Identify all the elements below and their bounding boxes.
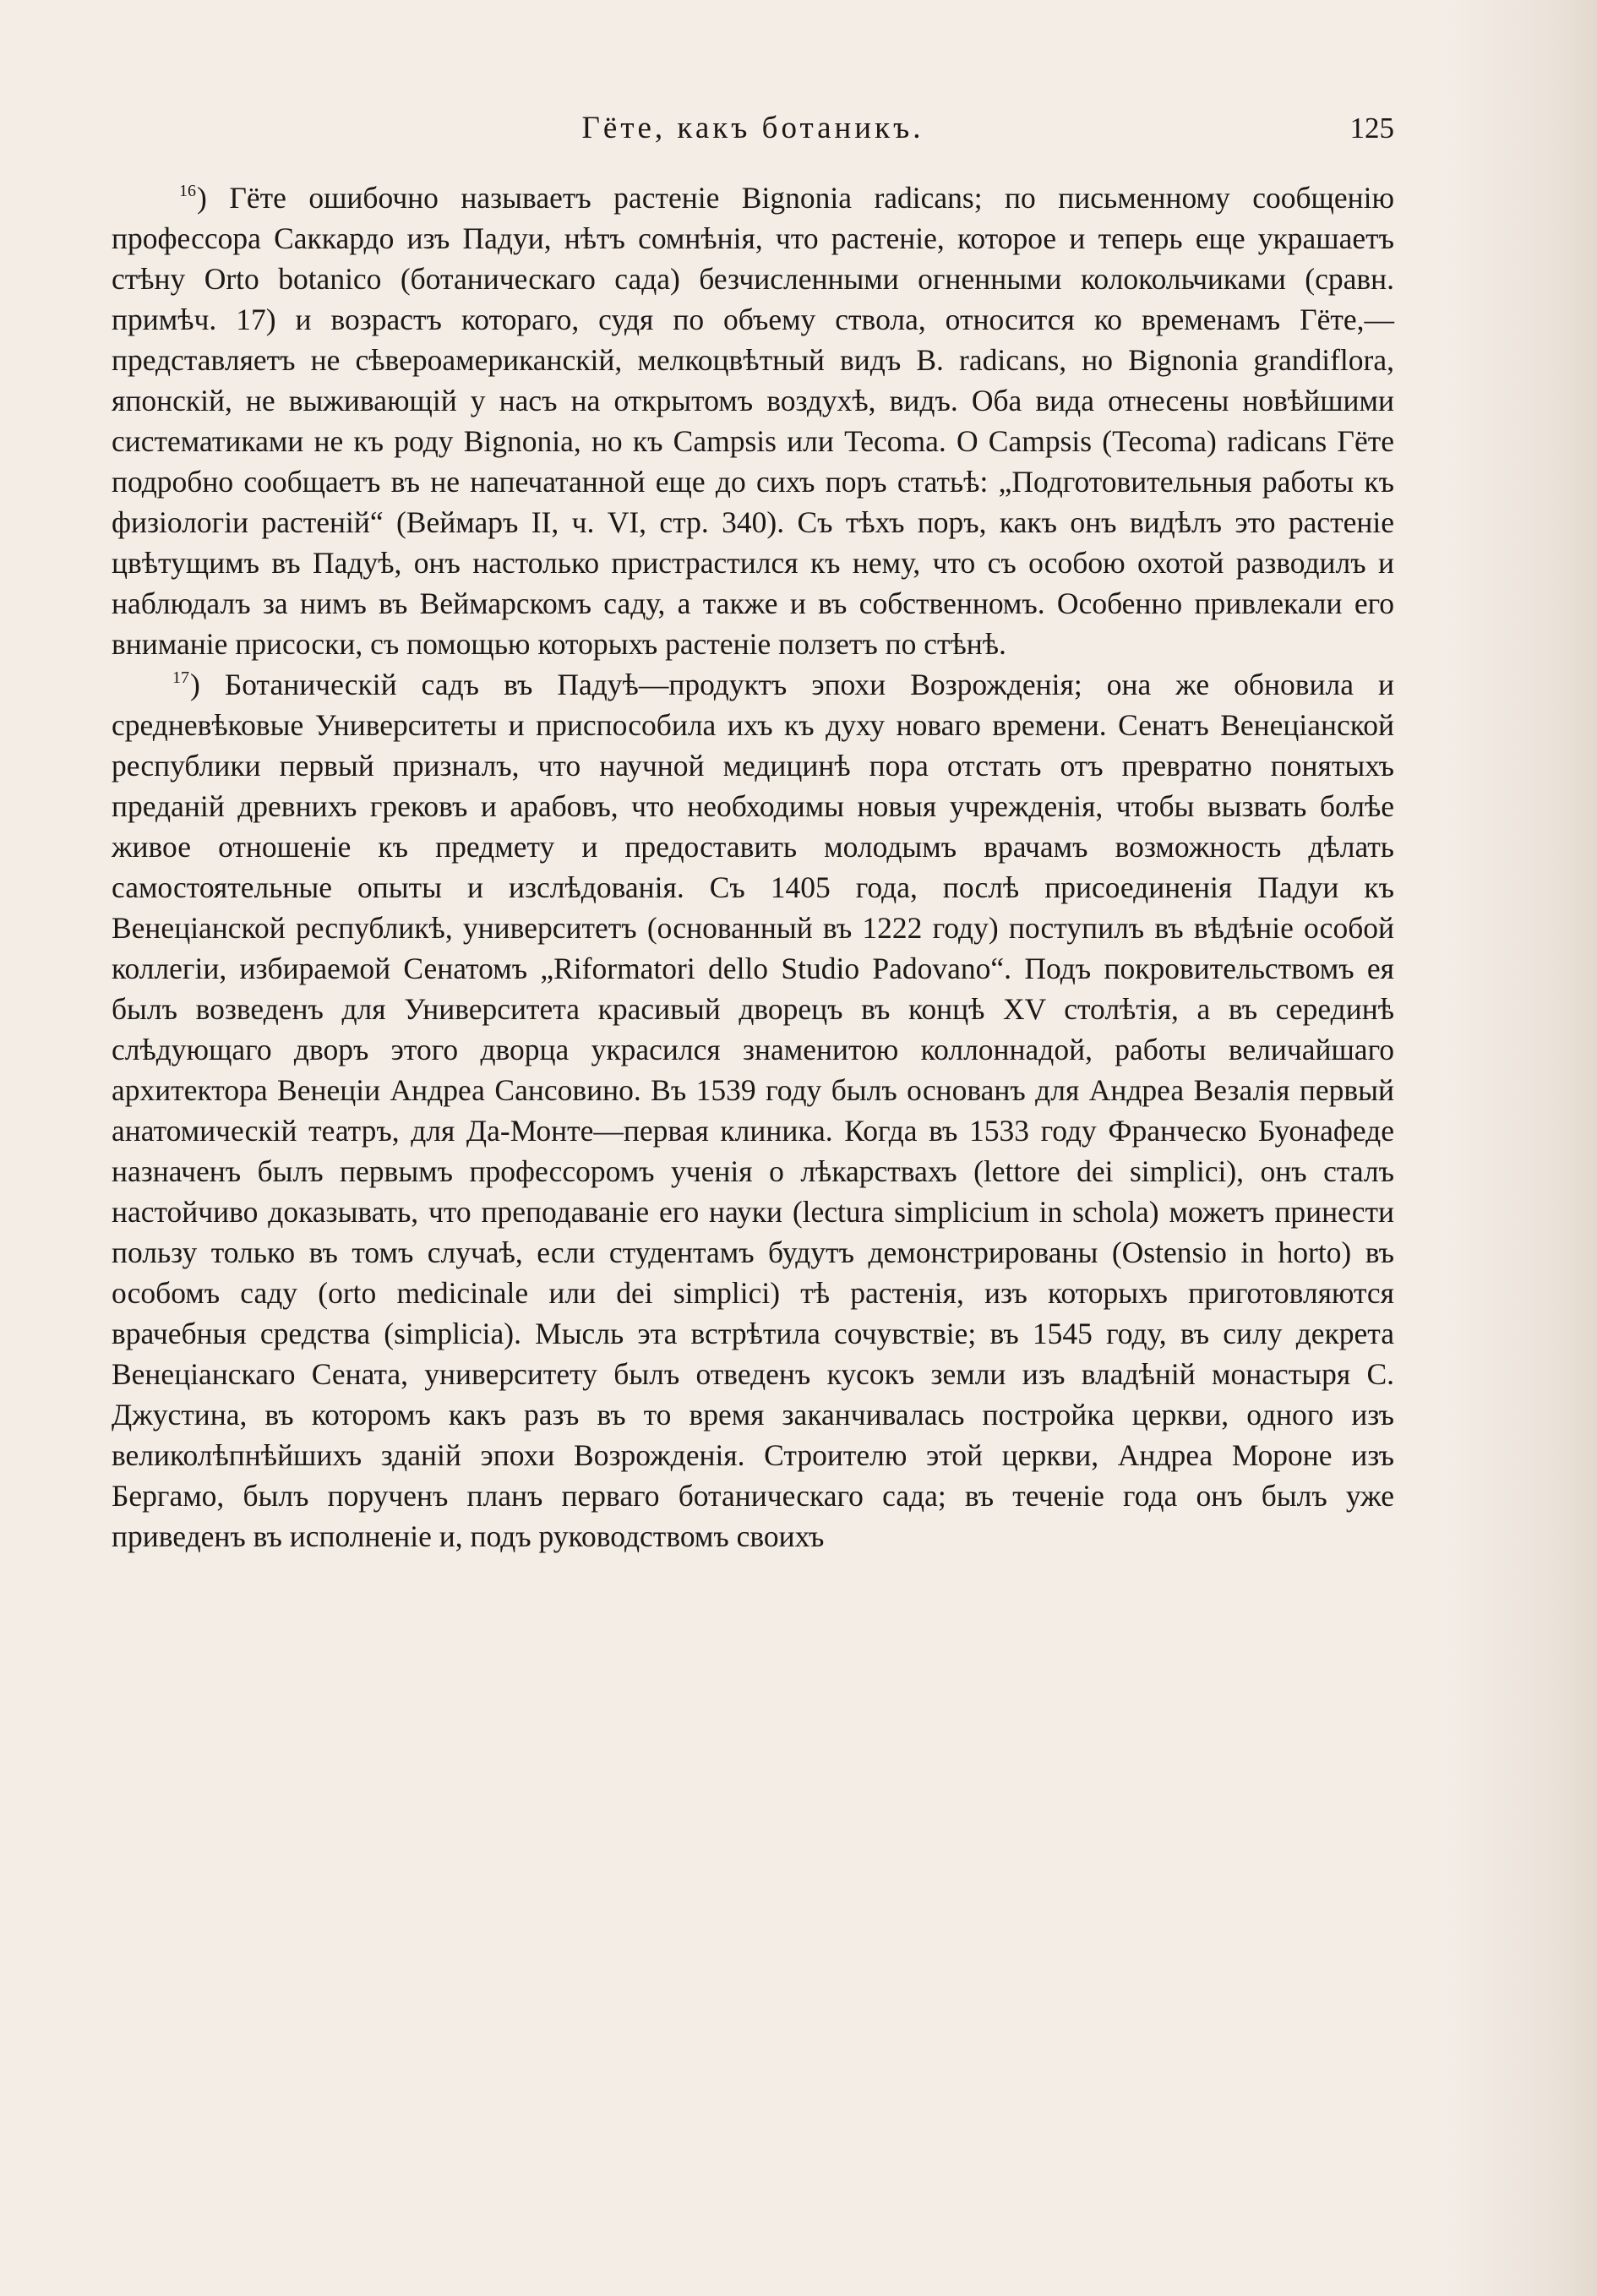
footnote-marker-17: 17 [172,668,189,687]
footnotes-block [112,177,1394,1557]
page-number: 125 [1349,112,1394,145]
page-header [112,110,1394,155]
footnote-17-text: Ботаническій садъ въ Падуѣ—продуктъ эпохи Возрожденія; она же обновила и средневѣковые Университеты и приспособила ихъ къ духу новаго времени. Сенатъ Венеціанской республики первый призналъ, что научной медицинѣ пора отстать отъ превратно понятыхъ преданій древнихъ грековъ и арабовъ, что необходимы новыя учрежденія, чтобы вызвать болѣе живое отношеніе къ предмету и предоставить молодымъ врачамъ возможность дѣлать самостоятельные опыты и изслѣдованія. Съ 1405 года, послѣ присоединенія Падуи къ Венеціанской республикѣ, университетъ (основанный въ 1222 году) поступилъ въ вѣдѣніе особой коллегіи, избираемой Сенатомъ „Riformatori dello Studio Padovano“. Подъ покровительствомъ ея былъ возведенъ для Университета красивый дворецъ въ концѣ XV столѣтія, а въ серединѣ слѣдующаго дворъ этого дворца украсился знаменитою коллоннадой, работы величайшаго архитектора Венеціи Андреа Сансовино. Въ 1539 году былъ основанъ для Андреа Везалія первый анатомическій театръ, для Да-Монте—первая клиника. Когда въ 1533 году Франческо Буонафеде назначенъ былъ первымъ профессоромъ ученія о лѣкарствахъ (lettore dei simplici), онъ сталъ настойчиво доказывать, что преподаваніе его науки (lectura simplicium in schola) можетъ принести пользу только въ томъ случаѣ, если студентамъ будутъ демонстрированы (Ostensio in horto) въ особомъ саду (orto medicinale или dei simplici) тѣ растенія, изъ которыхъ приготовляются врачебныя средства (simplicia). Мысль эта встрѣтила сочувствіе; въ 1545 году, въ силу декрета Венеціанскаго Сената, университету былъ отведенъ кусокъ земли изъ владѣній монастыря С. Джустина, въ которомъ какъ разъ въ то время заканчивалась постройка церкви, одного изъ великолѣпнѣйшихъ зданій эпохи Возрожденія. Строителю этой церкви, Андреа Мороне изъ Бергамо, былъ порученъ планъ перваго ботаническаго сада; въ теченіе года онъ былъ уже приведенъ въ исполненіе и, подъ руководствомъ своихъ [112,668,1394,1553]
footnote-marker-16: 16 [179,182,196,200]
footnote-16-text: Гёте ошибочно называетъ растеніе Bignonia radicans; по письменному сообщенію профессора Саккардо изъ Падуи, нѣтъ сомнѣнія, что растеніе, которое и теперь еще украшаетъ стѣну Orto botanico (ботаническаго сада) безчисленными огненными колокольчиками (сравн. примѣч. 17) и возрастъ котораго, судя по объему ствола, относится ко временамъ Гёте,—представляетъ не сѣвероамериканскій, мелкоцвѣтный видъ B. radicans, но Bignonia grandiflora, японскій, не выживающій у насъ на открытомъ воздухѣ, видъ. Оба вида отнесены новѣйшими систематиками не къ роду Bignonia, но къ Campsis или Tecoma. О Campsis (Tecoma) radicans Гёте подробно сообщаетъ въ не напечатанной еще до сихъ поръ статьѣ: „Подготовительныя работы къ физіологіи растеній“ (Веймаръ II, ч. VI, стр. 340). Съ тѣхъ поръ, какъ онъ видѣлъ это растеніе цвѣтущимъ въ Падуѣ, онъ настолько пристрастился къ нему, что съ особою охотой разводилъ и наблюдалъ за нимъ въ Веймарскомъ саду, а также и въ собственномъ. Особенно привлекали его вниманіе присоски, съ помощью которыхъ растеніе ползетъ по стѣнѣ. [112,181,1395,661]
footnote-16 [112,177,1394,664]
running-title: Гёте, какъ ботаникъ. [581,111,924,145]
page-edge-shadow [1445,0,1597,2296]
footnote-17 [112,664,1394,1557]
footnote-marker-paren: ) [197,181,230,215]
footnote-marker-paren: ) [190,668,225,701]
